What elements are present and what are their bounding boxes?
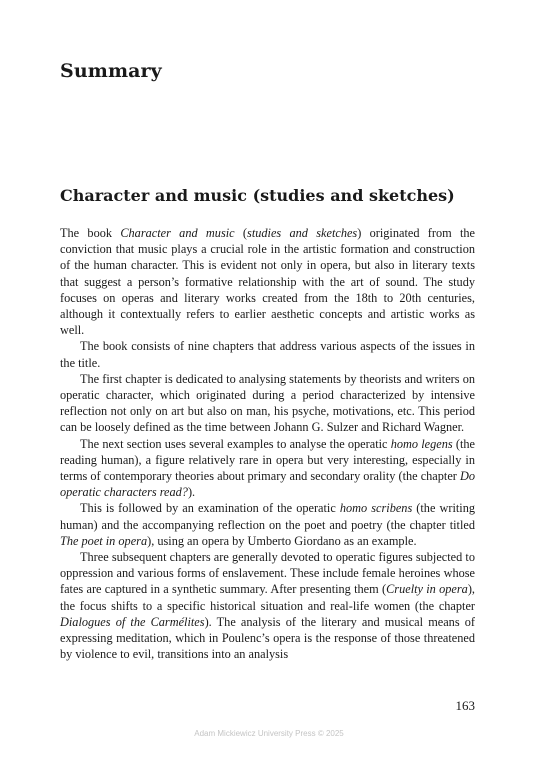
italic-text: Dialogues of the Carmélites <box>60 614 205 629</box>
text-run: (the writing human) and the accompanying reflection on the poet and poetry (the chapter titled <box>60 501 475 532</box>
text-run: Three subsequent chapters are generally devoted to operatic figures subjected to oppression and various forms of enslavement. These include female heroines whose fates are captured in a synthetic summary. After presenting them ( <box>60 550 475 597</box>
text-run: The first chapter is dedicated to analysing statements by theorists and writers on operatic character, which originated during a period characterized by intensive reflection not only on art but also on man, his psyche, motivations, etc. This period can be loosely defined as the time between Johann G. Sulzer and Richard Wagner. <box>60 371 475 435</box>
italic-text: homo legens <box>390 436 453 451</box>
text-run: ) originated from the conviction that music plays a crucial role in the artistic formation and construction of the human character. This is evident not only in opera, but also in literary texts that suggest a person’s formative relationship with the art of sound. The study focuses on operas and literary works created from the 18th to 20th centuries, although it contextually refers to earlier aesthetic concepts and artistic works as well. <box>60 226 475 338</box>
body-paragraph <box>60 225 475 338</box>
italic-text: The poet in opera <box>60 533 148 548</box>
italic-text: Character and music <box>120 226 235 240</box>
text-run: ). <box>187 485 196 500</box>
italic-text: homo scribens <box>339 501 413 516</box>
text-run: The book <box>60 226 121 240</box>
body-paragraph <box>60 549 475 662</box>
publisher-footer: Adam Mickiewicz University Press © 2025 <box>194 729 344 738</box>
text-run: ). The analysis of the literary and musical means of expressing meditation, which in Poulenc’s opera is the response of those threatened by violence to evil, transitions into an analysis <box>60 614 476 662</box>
text-run: The next section uses several examples to analyse the operatic <box>80 436 391 451</box>
body-paragraph <box>60 436 475 501</box>
text-run: ( <box>234 226 248 240</box>
body-paragraph <box>60 500 475 549</box>
text-run: (the reading human), a figure relatively rare in opera but very interesting, especially in terms of contemporary theories about primary and secondary orality (the chapter <box>60 436 475 484</box>
page-heading: Summary <box>60 60 162 82</box>
page-number: 163 <box>455 698 475 713</box>
summary-body <box>60 225 475 662</box>
text-run: The book consists of nine chapters that address various aspects of the issues in the title. <box>60 339 475 370</box>
chapter-title: Character and music (studies and sketches) <box>60 186 455 205</box>
text-run: ), using an opera by Umberto Giordano as an example. <box>147 533 417 548</box>
body-paragraph <box>60 371 475 436</box>
text-run: This is followed by an examination of the operatic <box>80 501 340 516</box>
body-paragraph <box>60 338 475 370</box>
text-run: ), the focus shifts to a specific historical situation and real-life women (the chapter <box>60 582 475 613</box>
italic-text: studies and sketches <box>247 226 358 240</box>
italic-text: Do operatic characters read? <box>60 469 475 500</box>
italic-text: Cruelty in opera <box>386 582 468 597</box>
